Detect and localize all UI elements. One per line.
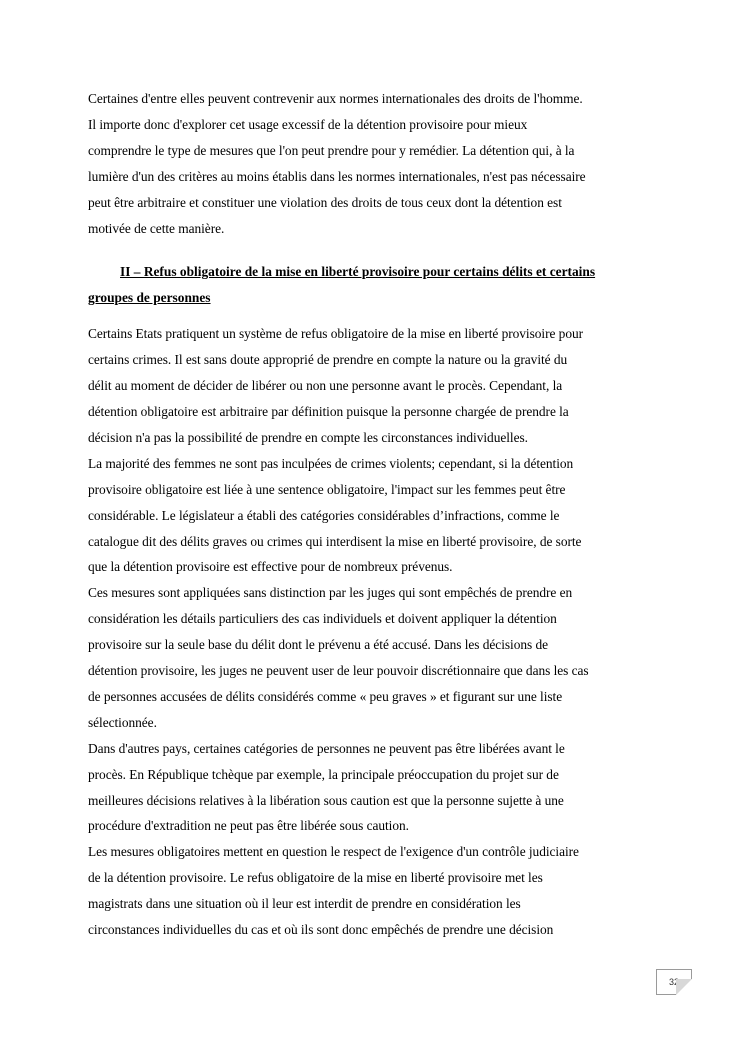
text-line: lumière d'un des critères au moins établis dans les normes internationales, n'est pas nécessaire: [88, 168, 586, 184]
text-line: Les mesures obligatoires mettent en question le respect de l'exigence d'un contrôle judiciaire: [88, 844, 579, 860]
text-line: Certains Etats pratiquent un système de refus obligatoire de la mise en liberté provisoire pour: [88, 326, 584, 342]
text-line: magistrats dans une situation où il leur est interdit de prendre en considération les: [88, 896, 521, 912]
text-line: peut être arbitraire et constituer une violation des droits de tous ceux dont la détention est: [88, 194, 562, 210]
page-number: 32: [656, 969, 692, 995]
text-line: motivée de cette manière.: [88, 220, 225, 236]
text-line: délit au moment de décider de libérer ou non une personne avant le procès. Cependant, la: [88, 378, 563, 394]
text-line: considérable. Le législateur a établi des catégories considérables d’infractions, comme le: [88, 507, 560, 523]
text-line: provisoire obligatoire est liée à une sentence obligatoire, l'impact sur les femmes peut être: [88, 481, 566, 497]
text-line: de personnes accusées de délits considérés comme « peu graves » et figurant sur une liste: [88, 688, 563, 704]
text-line: sélectionnée.: [88, 714, 157, 730]
text-line: détention provisoire, les juges ne peuvent user de leur pouvoir discrétionnaire que dans les cas: [88, 663, 589, 679]
text-line: Dans d'autres pays, certaines catégories de personnes ne peuvent pas être libérées avant le: [88, 740, 565, 756]
paragraph-spacer: [88, 241, 658, 259]
section-heading-line-1: II – Refus obligatoire de la mise en liberté provisoire pour certains délits et certains: [120, 264, 596, 280]
text-line: procédure d'extradition ne peut pas être libérée sous caution.: [88, 818, 409, 834]
document-page: [88, 86, 658, 943]
text-line: considération les détails particuliers des cas individuels et doivent appliquer la détention: [88, 611, 557, 627]
text-line: circonstances individuelles du cas et où ils sont donc empêchés de prendre une décision: [88, 922, 554, 938]
body-text: [88, 321, 658, 943]
text-line: comprendre le type de mesures que l'on peut prendre pour y remédier. La détention qui, à la: [88, 142, 575, 158]
text-line: meilleures décisions relatives à la libération sous caution est que la personne sujette à une: [88, 792, 564, 808]
text-line: de la détention provisoire. Le refus obligatoire de la mise en liberté provisoire met les: [88, 870, 543, 886]
text-line: Certaines d'entre elles peuvent contrevenir aux normes internationales des droits de l'homme.: [88, 91, 583, 106]
text-line: Il importe donc d'explorer cet usage excessif de la détention provisoire pour mieux: [88, 116, 528, 132]
text-line: provisoire sur la seule base du délit dont le prévenu a été accusé. Dans les décisions de: [88, 637, 548, 653]
text-line: certains crimes. Il est sans doute approprié de prendre en compte la nature ou la gravité du: [88, 352, 568, 368]
intro-paragraph: [88, 86, 658, 241]
text-line: décision n'a pas la possibilité de prendre en compte les circonstances individuelles.: [88, 429, 528, 445]
text-line: détention obligatoire est arbitraire par définition puisque la personne chargée de prendre la: [88, 403, 569, 419]
text-line: La majorité des femmes ne sont pas inculpées de crimes violents; cependant, si la détention: [88, 455, 574, 471]
text-line: catalogue dit des délits graves ou crimes qui interdisent la mise en liberté provisoire, de sorte: [88, 533, 582, 549]
section-heading: [88, 259, 658, 311]
text-line: que la détention provisoire est effective pour de nombreux prévenus.: [88, 559, 453, 575]
section-heading-line-2: groupes de personnes: [88, 290, 211, 306]
heading-spacer: [88, 311, 658, 321]
text-line: Ces mesures sont appliquées sans distinction par les juges qui sont empêchés de prendre en: [88, 585, 573, 601]
text-line: procès. En République tchèque par exemple, la principale préoccupation du projet sur de: [88, 766, 559, 782]
